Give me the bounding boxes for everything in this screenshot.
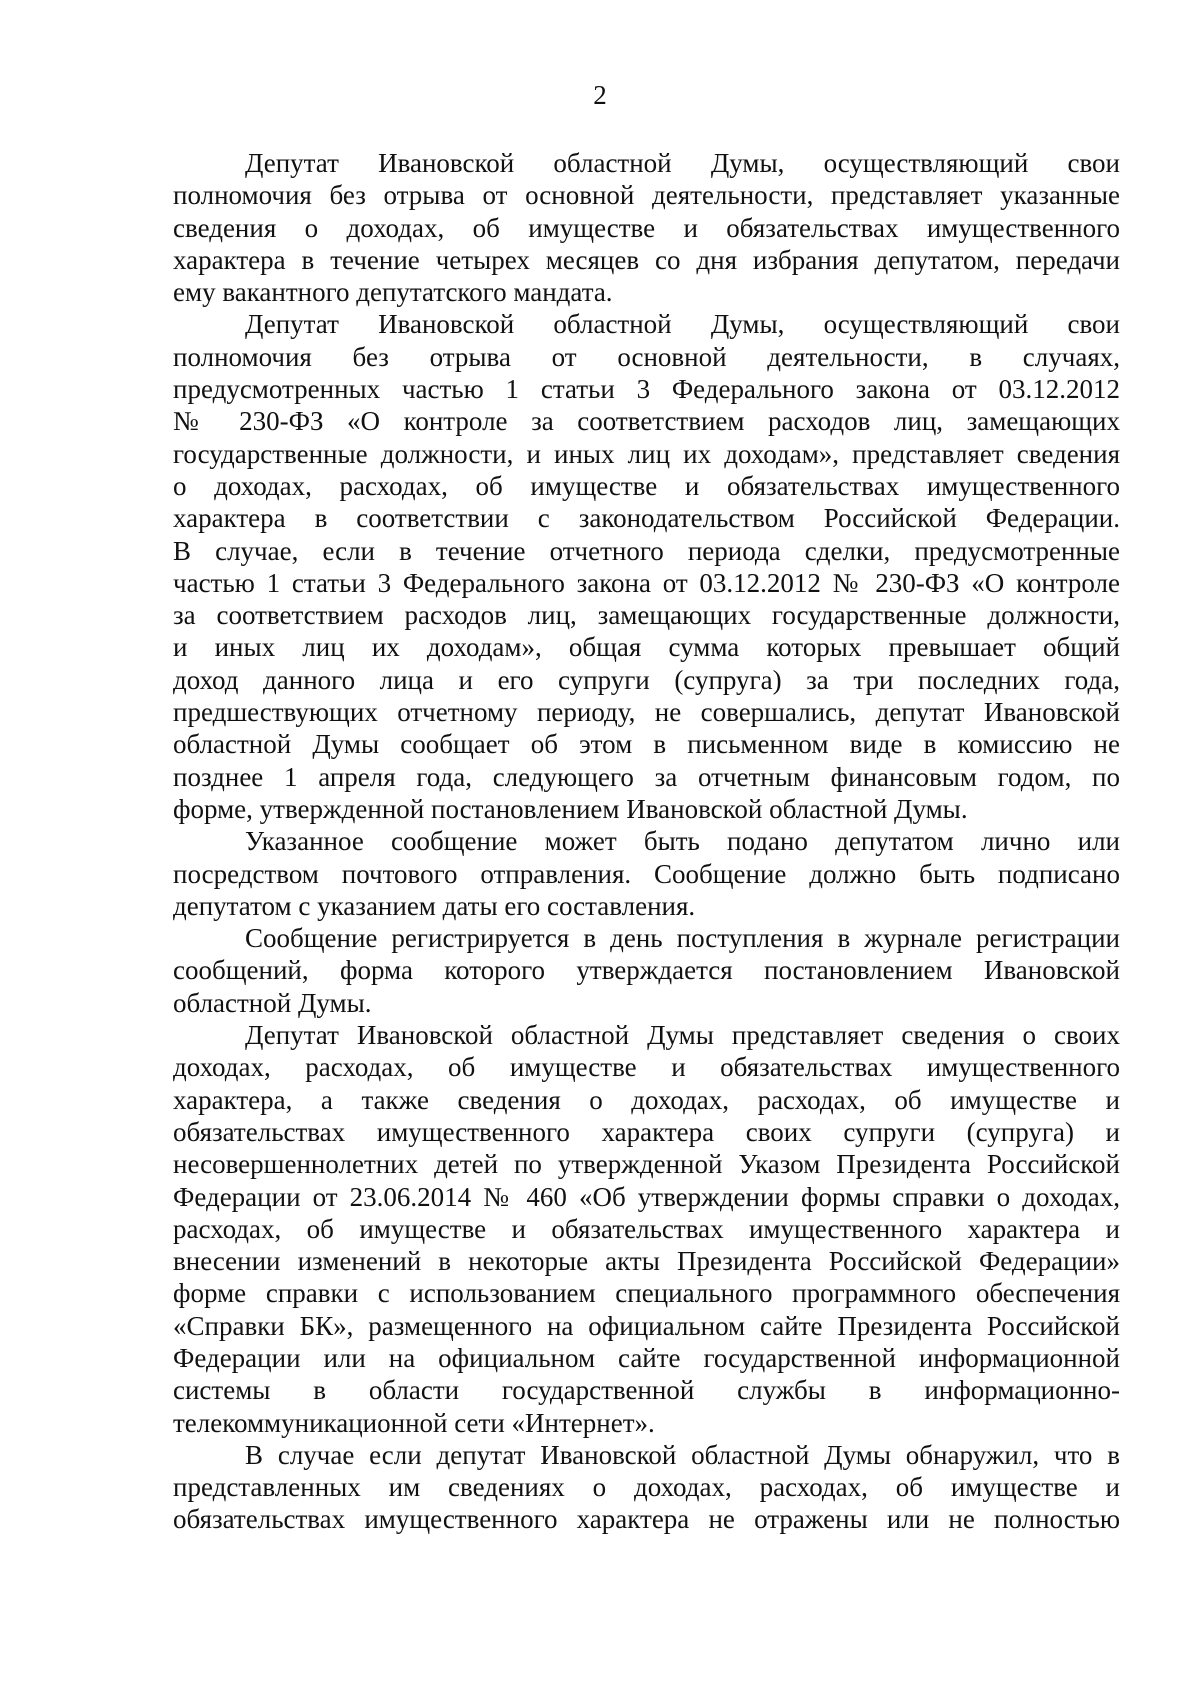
text-line: системы в области государственной службы в информационно- (173, 1375, 1120, 1406)
text-line: Федерации или на официальном сайте государственной информационной (173, 1342, 1120, 1373)
text-line: за соответствием расходов лиц, замещающих государственные должности, (173, 600, 1120, 631)
document-body (173, 147, 1120, 1536)
text-line: предшествующих отчетному периоду, не совершались, депутат Ивановской (173, 697, 1120, 728)
text-line: форме, утвержденной постановлением Ивановской областной Думы. (173, 793, 968, 824)
text-line: характера в соответствии с законодательством Российской Федерации. (173, 503, 1120, 534)
text-line: Депутат Ивановской областной Думы, осуществляющий свои (245, 309, 1120, 340)
text-line: о доходах, расходах, об имуществе и обязательствах имущественного (173, 470, 1120, 501)
text-line: депутатом с указанием даты его составления. (173, 890, 696, 921)
text-line: позднее 1 апреля года, следующего за отчетным финансовым годом, по (173, 761, 1120, 792)
text-line: областной Думы. (173, 987, 372, 1018)
text-line: характера, а также сведения о доходах, расходах, об имуществе и (173, 1084, 1120, 1115)
text-line: телекоммуникационной сети «Интернет». (173, 1407, 655, 1438)
text-line: характера в течение четырех месяцев со дня избрания депутатом, передачи (173, 244, 1120, 275)
text-line: государственные должности, и иных лиц их доходам», представляет сведения (173, 438, 1120, 469)
paragraph (173, 825, 1120, 922)
text-line: Депутат Ивановской областной Думы, осуществляющий свои (245, 148, 1120, 178)
page-number: 2 (593, 80, 607, 110)
text-line: сведения о доходах, об имуществе и обязательствах имущественного (173, 212, 1120, 243)
text-line: № 230-ФЗ «О контроле за соответствием расходов лиц, замещающих (173, 406, 1120, 437)
text-line: В случае, если в течение отчетного периода сделки, предусмотренные (173, 535, 1120, 566)
paragraph (173, 1439, 1120, 1536)
text-line: Сообщение регистрируется в день поступления в журнале регистрации (245, 923, 1120, 954)
paragraph (173, 1019, 1120, 1439)
text-line: и иных лиц их доходам», общая сумма которых превышает общий (173, 632, 1120, 663)
text-line: внесении изменений в некоторые акты Президента Российской Федерации» (173, 1246, 1120, 1277)
text-line: Депутат Ивановской областной Думы представляет сведения о своих (245, 1020, 1120, 1051)
text-line: «Справки БК», размещенного на официальном сайте Президента Российской (173, 1310, 1120, 1341)
text-line: областной Думы сообщает об этом в письменном виде в комиссию не (173, 729, 1120, 760)
text-line: ему вакантного депутатского мандата. (173, 277, 613, 308)
text-line: обязательствах имущественного характера своих супруги (супруга) и (173, 1116, 1120, 1147)
text-line: форме справки с использованием специального программного обеспечения (173, 1278, 1120, 1309)
paragraph (173, 147, 1120, 308)
text-line: В случае если депутат Ивановской областной Думы обнаружил, что в (245, 1439, 1120, 1470)
text-line: полномочия без отрыва от основной деятельности, представляет указанные (173, 180, 1120, 211)
paragraph (173, 922, 1120, 1019)
text-line: доход данного лица и его супруги (супруга) за три последних года, (173, 664, 1120, 695)
text-line: предусмотренных частью 1 статьи 3 Федерального закона от 03.12.2012 (173, 374, 1120, 405)
text-line: доходах, расходах, об имуществе и обязательствах имущественного (173, 1052, 1120, 1083)
text-line: сообщений, форма которого утверждается постановлением Ивановской (173, 955, 1120, 986)
text-line: Указанное сообщение может быть подано депутатом лично или (245, 826, 1120, 857)
text-line: представленных им сведениях о доходах, расходах, об имуществе и (173, 1472, 1120, 1503)
text-line: расходах, об имуществе и обязательствах имущественного характера и (173, 1213, 1120, 1244)
text-line: обязательствах имущественного характера не отражены или не полностью (173, 1504, 1120, 1535)
text-line: посредством почтового отправления. Сообщение должно быть подписано (173, 858, 1120, 889)
paragraph (173, 308, 1120, 825)
text-line: несовершеннолетних детей по утвержденной Указом Президента Российской (173, 1149, 1120, 1180)
text-line: Федерации от 23.06.2014 № 460 «Об утверждении формы справки о доходах, (173, 1181, 1120, 1212)
text-line: частью 1 статьи 3 Федерального закона от 03.12.2012 № 230-ФЗ «О контроле (173, 567, 1120, 598)
text-line: полномочия без отрыва от основной деятельности, в случаях, (173, 341, 1120, 372)
